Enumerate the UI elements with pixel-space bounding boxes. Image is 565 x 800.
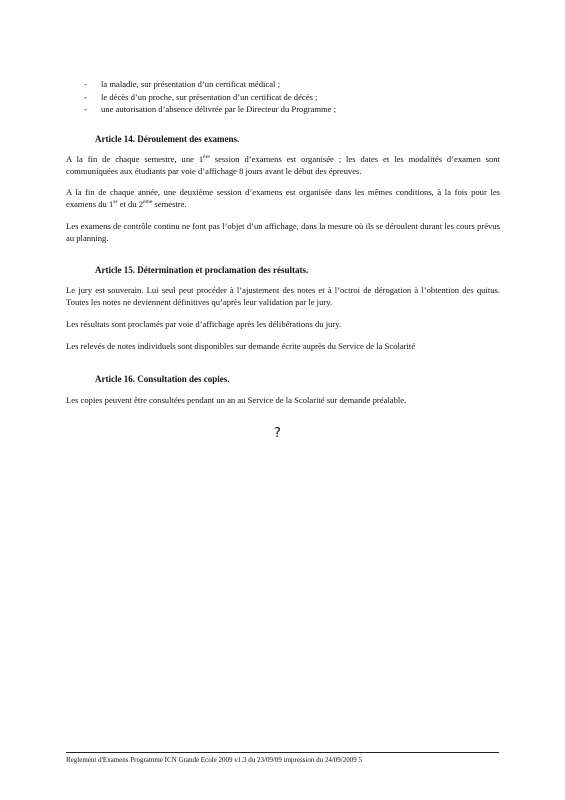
article-15-paragraph-2: Les résultats sont proclamés par voie d’affichage après les délibérations du jury.: [66, 319, 342, 329]
text-run: A la fin de chaque année, une deuxième session d’examens est organisée dans les mêmes conditions, à la fois pour les examens du 1: [66, 187, 500, 209]
superscript: ère: [203, 154, 210, 161]
article-15-paragraph-3: Les relevés de notes individuels sont disponibles sur demande écrite auprès du Service de la Scolarité: [66, 341, 416, 351]
article-14-paragraph-2: [66, 187, 500, 210]
article-14-paragraph-1: [66, 154, 500, 177]
list-item: [84, 91, 514, 104]
text-run: semestre.: [152, 198, 187, 209]
bullet-dash: -: [84, 104, 87, 114]
bullet-dash: -: [84, 79, 87, 89]
superscript: ème: [143, 198, 153, 205]
article-14-paragraph-3: Les examens de contrôle continu ne font pas l’objet d’un affichage, dans la mesure où ils se déroulent durant les cours prévus au planning.: [66, 221, 500, 243]
page-footer: Reglement d'Examens Programme ICN Grande Ecole 2009 v1.3 du 23/09/09 impression du 24/09/2009 5: [66, 756, 362, 764]
superscript: er: [113, 198, 118, 205]
article-16-title: Article 16. Consultation des copies.: [95, 374, 230, 384]
absence-justification-list: [84, 78, 514, 116]
list-item-text: la maladie, sur présentation d’un certificat médical ;: [101, 79, 280, 89]
text-run: et du 2: [117, 198, 144, 209]
list-item-text: le décès d’un proche, sur présentation d’un certificat de décès ;: [101, 91, 318, 102]
list-item: [84, 78, 514, 91]
article-14-title: Article 14. Déroulement des examens.: [95, 134, 240, 144]
list-item: [84, 103, 514, 116]
footer-divider: [66, 752, 499, 753]
text-run: A la fin de chaque semestre, une 1: [66, 154, 204, 164]
article-15-title: Article 15. Détermination et proclamation des résultats.: [95, 265, 309, 275]
bullet-dash: -: [84, 91, 87, 102]
text-run: session d’examens est organisée ; les dates et les modalités d’examen sont communiquées aux étudiants par voie d’affichage 8 jours avant le début des épreuves.: [66, 154, 500, 176]
article-15-paragraph-1: Le jury est souverain. Lui seul peut procéder à l’ajustement des notes et à l’octroi de dérogation à l’obtention des quitus. Toutes les notes ne deviennent définitives qu’après leur validation par le jury.: [66, 285, 500, 307]
list-item-text: une autorisation d’absence délivrée par le Directeur du Programme ;: [101, 104, 337, 114]
center-glyph: ?: [274, 426, 281, 441]
article-16-paragraph-1: Les copies peuvent être consultées pendant un an au Service de la Scolarité sur demande préalable.: [66, 395, 407, 405]
